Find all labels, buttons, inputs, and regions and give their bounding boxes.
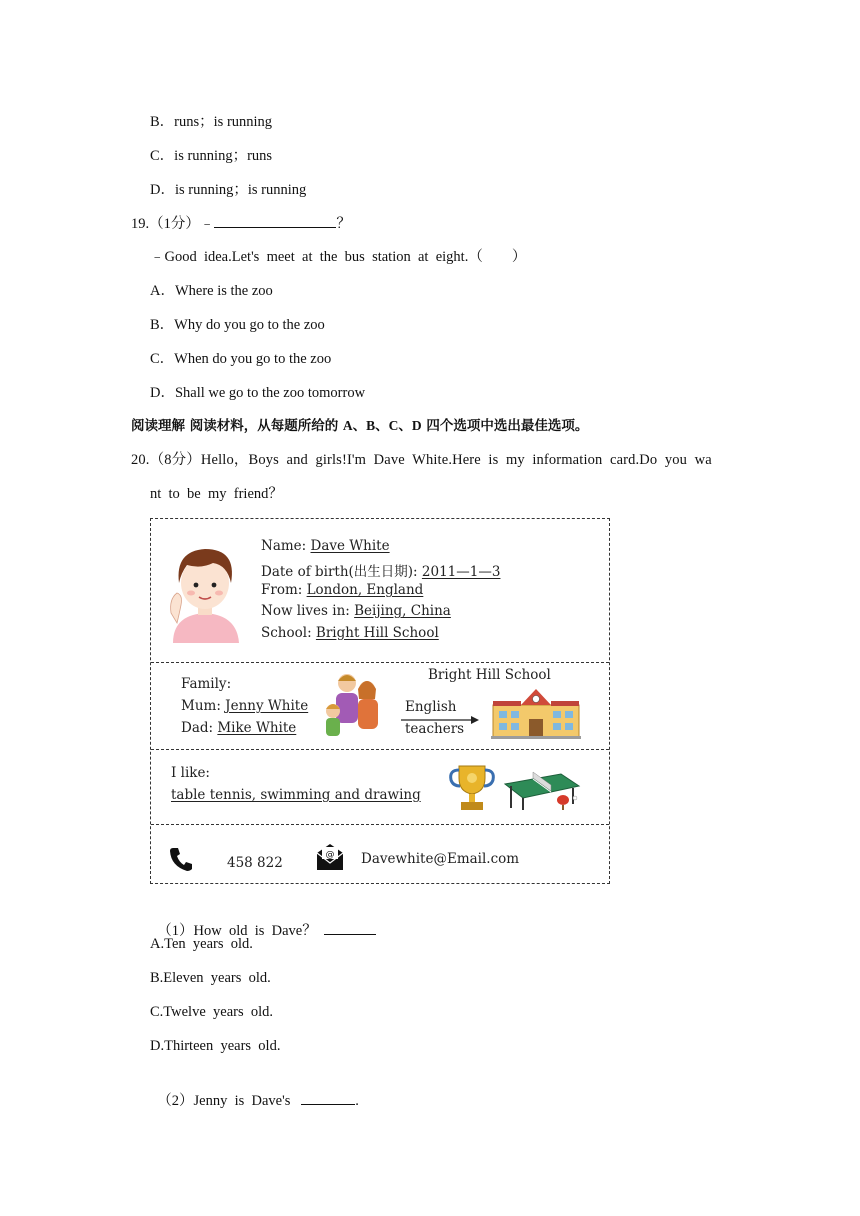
card-family-section xyxy=(151,663,609,750)
heading-part-1: 阅读理解 阅读材料，从每题所给的 xyxy=(131,418,343,434)
card-likes-section xyxy=(151,750,609,825)
q19-reply: ﹣Good idea.Let's meet at the bus station at eight.（ ） xyxy=(150,249,527,265)
q20-sub2-end: . xyxy=(355,1093,359,1109)
q20-sub1-option-c: C.Twelve years old. xyxy=(150,1004,274,1020)
q20-intro-line-2: nt to be my friend？ xyxy=(150,486,283,502)
q20-sub1-question: （1）How old is Dave？ xyxy=(157,923,317,939)
heading-part-3: 四个选项中选出最佳选项。 xyxy=(421,418,589,434)
likes-label: I like: xyxy=(171,765,210,781)
boy-avatar-icon xyxy=(165,543,245,643)
lives-label: Now lives in: xyxy=(261,603,355,619)
q19-option-c: C．When do you go to the zoo xyxy=(150,351,332,367)
q20-intro-line-1: 20.（8分）Hello，Boys and girls!I'm Dave White.Here is my information card.Do you wa xyxy=(131,452,712,468)
card-dad-row xyxy=(181,720,296,736)
name-value: Dave White xyxy=(310,538,390,554)
phone-icon xyxy=(169,846,193,872)
card-mum-row xyxy=(181,698,308,714)
likes-value: table tennis, swimming and drawing xyxy=(171,787,421,803)
email-icon xyxy=(315,843,345,871)
phone-number: 458 822 xyxy=(227,855,283,871)
q19-option-a: A．Where is the zoo xyxy=(150,283,273,299)
card-dob-row xyxy=(261,560,500,580)
q20-sub1-option-d: D.Thirteen years old. xyxy=(150,1038,281,1054)
q19-option-b: B．Why do you go to the zoo xyxy=(150,317,325,333)
card-personal-section xyxy=(151,519,609,663)
family-school-title: Bright Hill School xyxy=(428,667,551,683)
card-lives-row xyxy=(261,603,451,619)
ping-pong-table-icon xyxy=(501,766,581,812)
q20-sub2-question: （2）Jenny is Dave's xyxy=(157,1093,291,1109)
q18-option-d: D．is running；is running xyxy=(150,182,307,198)
family-icon xyxy=(323,669,387,739)
family-label: Family: xyxy=(181,676,232,692)
mum-label: Mum: xyxy=(181,698,226,714)
school-building-icon xyxy=(491,687,581,739)
q20-sub1-option-a: A.Ten years old. xyxy=(150,936,253,952)
from-label: From: xyxy=(261,582,307,598)
q18-option-b: B．runs；is running xyxy=(150,114,273,130)
q20-sub1-blank xyxy=(324,920,376,935)
q18-option-c: C．is running；runs xyxy=(150,148,273,164)
q19-stem xyxy=(131,213,351,234)
heading-part-2: A、B、C、D xyxy=(342,418,422,433)
q19-answer-blank xyxy=(214,213,336,228)
email-address: Davewhite@Email.com xyxy=(361,851,520,867)
name-label: Name: xyxy=(261,538,311,554)
lives-value: Beijing, China xyxy=(354,603,451,619)
card-name-row xyxy=(261,538,390,554)
school-label: School: xyxy=(261,625,316,641)
q19-number: 19.（1分）﹣ xyxy=(131,216,215,232)
q20-sub2-stem xyxy=(150,1070,359,1111)
trophy-icon xyxy=(447,762,497,814)
dob-value: 2011—1—3 xyxy=(421,564,501,580)
svg-text:@: @ xyxy=(325,850,335,860)
card-school-row xyxy=(261,625,439,641)
dad-value: Mike White xyxy=(217,720,297,736)
dad-label: Dad: xyxy=(181,720,218,736)
arrow-label-bottom: teachers xyxy=(405,721,465,737)
reading-section-heading xyxy=(131,416,588,436)
q20-sub2-blank xyxy=(301,1090,355,1105)
information-card xyxy=(150,518,610,884)
school-value: Bright Hill School xyxy=(315,625,439,641)
card-from-row xyxy=(261,582,423,598)
q19-question-mark: ？ xyxy=(336,216,351,232)
dob-label: Date of birth(出生日期): xyxy=(261,564,422,580)
mum-value: Jenny White xyxy=(225,698,309,714)
q19-option-d: D．Shall we go to the zoo tomorrow xyxy=(150,385,366,401)
q20-sub1-option-b: B.Eleven years old. xyxy=(150,970,271,986)
from-value: London, England xyxy=(306,582,424,598)
arrow-label-top: English xyxy=(405,699,457,715)
card-contact-section xyxy=(151,825,609,883)
